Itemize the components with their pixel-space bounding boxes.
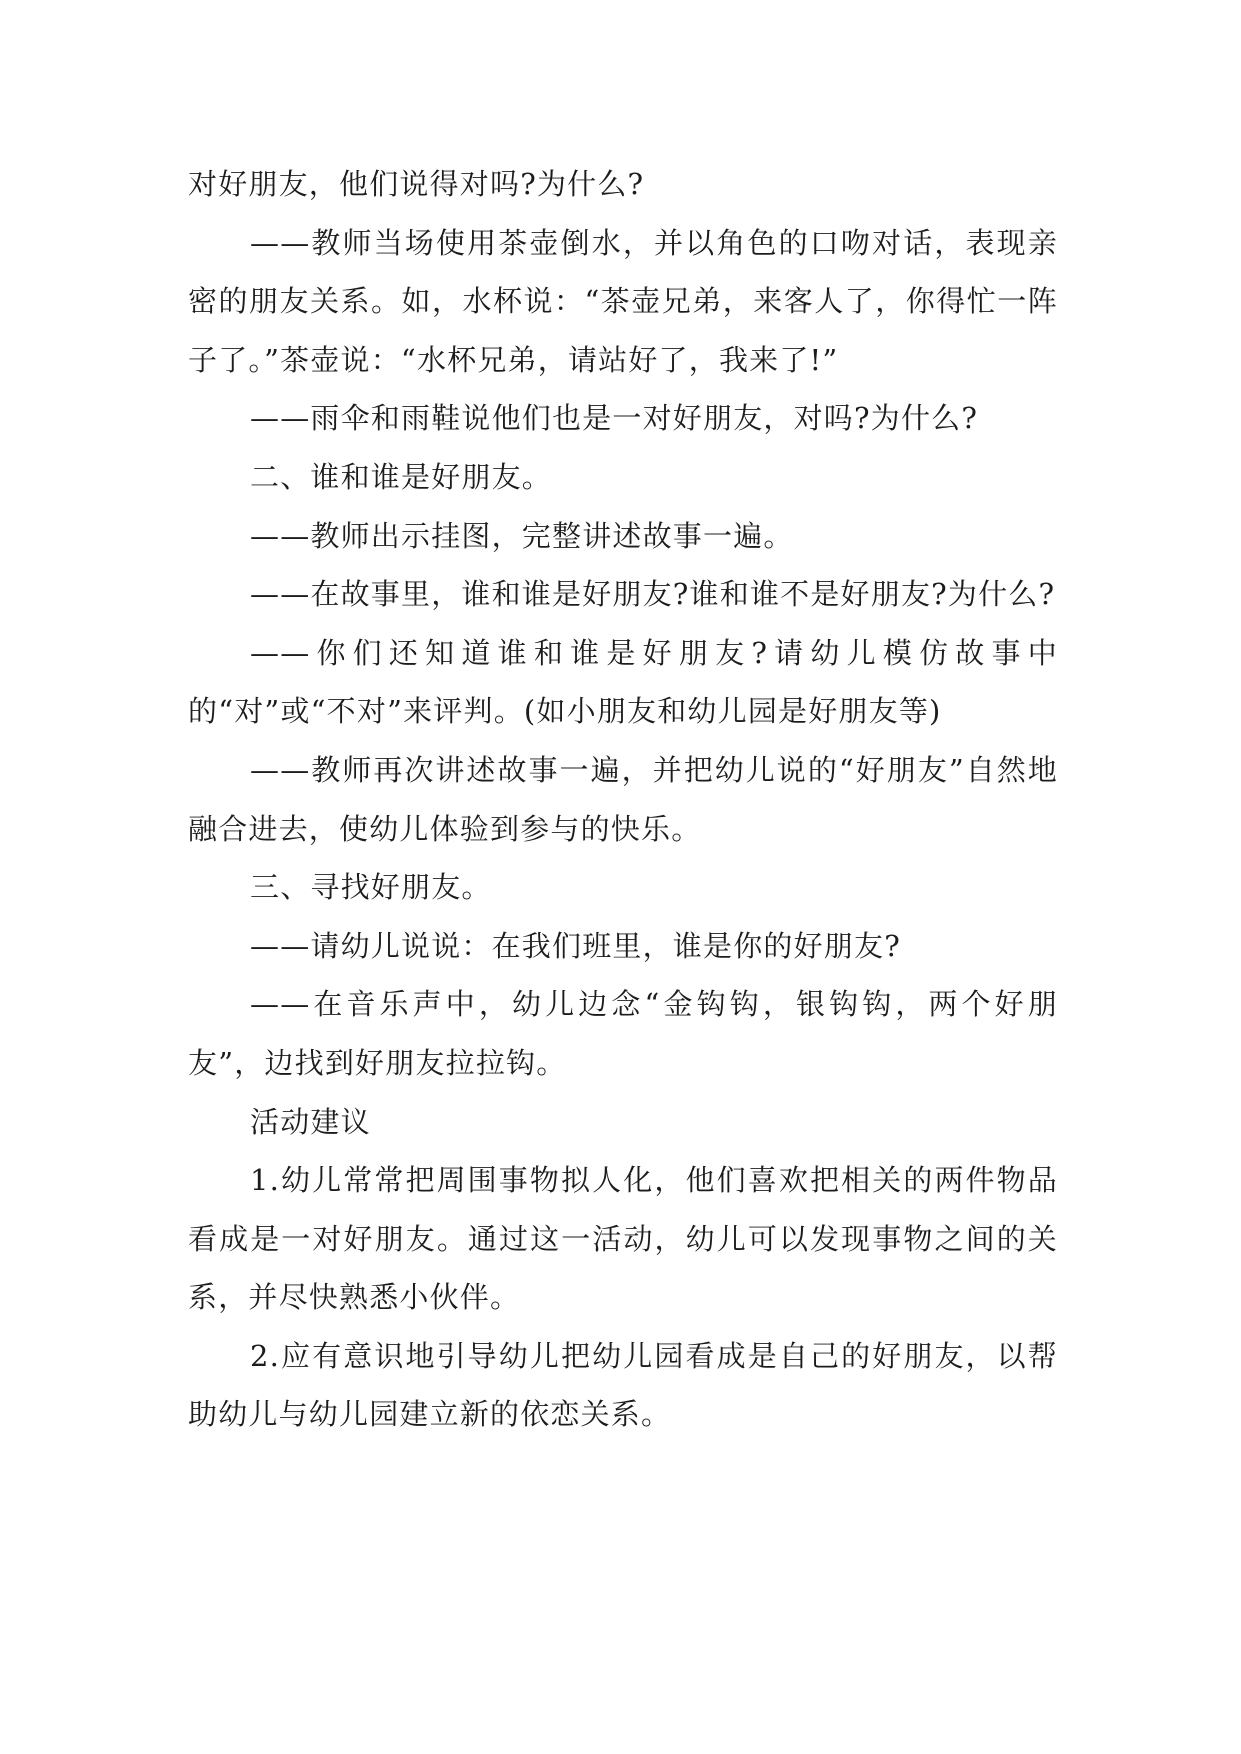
- paragraph-suggestion-1: 1.幼儿常常把周围事物拟人化，他们喜欢把相关的两件物品看成是一对好朋友。通过这一活动，幼儿可以发现事物之间的关系，并尽快熟悉小伙伴。: [188, 1163, 1058, 1315]
- paragraph-show-picture: ——教师出示挂图，完整讲述故事一遍。: [250, 518, 794, 553]
- section-heading-who-are-friends: 二、谁和谁是好朋友。: [250, 459, 553, 494]
- paragraph-teacher-teapot: ——教师当场使用茶壶倒水，并以角色的口吻对话，表现亲密的朋友关系。如，水杯说：“茶壶兄弟，来客人了，你得忙一阵子了。”茶壶说：“水杯兄弟，请站好了，我来了!”: [188, 225, 1058, 377]
- paragraph-class-friend: ——请幼儿说说：在我们班里，谁是你的好朋友?: [250, 928, 901, 963]
- section-heading-activity-suggestions: 活动建议: [250, 1104, 371, 1139]
- document-body: [188, 155, 1058, 1444]
- paragraph-imitate-story: ——你们还知道谁和谁是好朋友?请幼儿模仿故事中的“对”或“不对”来评判。(如小朋友和幼儿园是好朋友等): [188, 635, 1058, 729]
- paragraph-continuation: 对好朋友，他们说得对吗?为什么?: [188, 167, 645, 201]
- paragraph-umbrella-question: ——雨伞和雨鞋说他们也是一对好朋友，对吗?为什么?: [250, 401, 979, 436]
- paragraph-music-hook: ——在音乐声中，幼儿边念“金钩钩，银钩钩，两个好朋友”，边找到好朋友拉拉钩。: [188, 987, 1058, 1080]
- paragraph-story-question: ——在故事里，谁和谁是好朋友?谁和谁不是好朋友?为什么?: [250, 577, 1056, 612]
- paragraph-retell-story: ——教师再次讲述故事一遍，并把幼儿说的“好朋友”自然地融合进去，使幼儿体验到参与的快乐。: [188, 752, 1058, 846]
- section-heading-find-friends: 三、寻找好朋友。: [250, 870, 492, 905]
- paragraph-suggestion-2: 2.应有意识地引导幼儿把幼儿园看成是自己的好朋友，以帮助幼儿与幼儿园建立新的依恋关系。: [188, 1338, 1058, 1432]
